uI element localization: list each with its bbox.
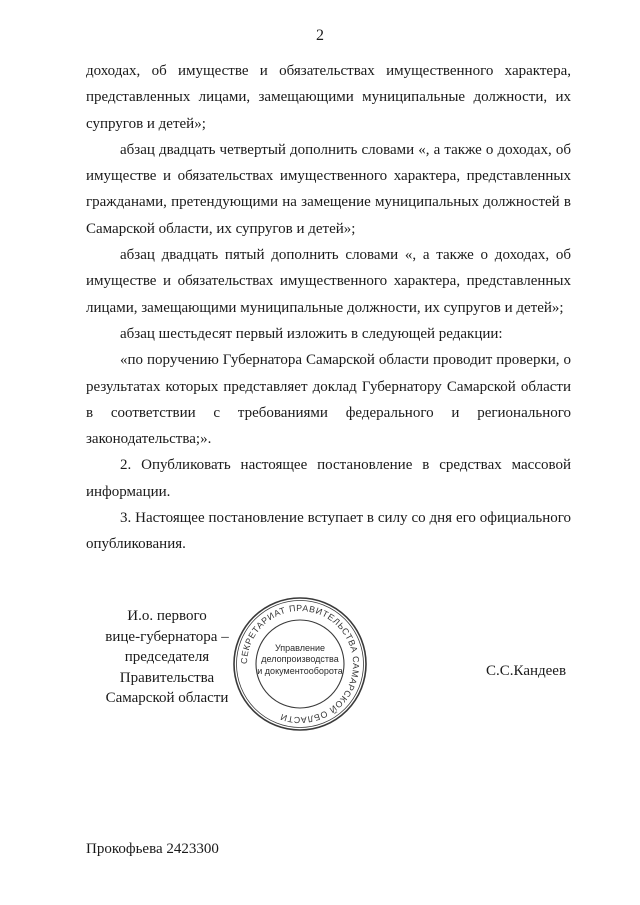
paragraph: 3. Настоящее постановление вступает в силу со дня его официального опубликования.	[86, 510, 571, 553]
paragraph: 2. Опубликовать настоящее постановление в средствах массовой информации.	[86, 457, 571, 500]
signatory-title-line: Самарской области	[105, 690, 229, 706]
signatory-title	[82, 606, 252, 709]
executor-contact: Прокофьева 2423300	[86, 841, 219, 857]
signatory-title-line: вице-губернатора –	[105, 628, 229, 645]
stamp-center-line: делопроизводства	[261, 654, 339, 665]
signatory-name: С.С.Кандеев	[486, 663, 567, 679]
stamp-center-text	[252, 643, 348, 677]
paragraph: абзац двадцать пятый дополнить словами «, а также о доходах, об имуществе и обязательствах имущественного характера, представленных лицами, замещающими муниципальные должности, их супругов и детей»;	[86, 247, 571, 316]
paragraph: абзац двадцать четвертый дополнить словами «, а также о доходах, об имуществе и обязательствах имущественного характера, представленных гражданами, претендующими на замещение муниципальных должностей в Самарской области, их супругов и детей»;	[86, 141, 571, 237]
paragraph: доходах, об имуществе и обязательствах имущественного характера, представленных лицами, замещающими муниципальные должности, их супругов и детей»;	[86, 63, 571, 132]
paragraph: «по поручению Губернатора Самарской области проводит проверки, о результатах которых представляет доклад Губернатору Самарской области в соответствии с требованиями федерального и регионального законодательства;».	[86, 352, 571, 448]
official-stamp	[232, 596, 368, 732]
document-body	[86, 58, 571, 558]
stamp-center-line: Управление	[274, 643, 326, 653]
signatory-title-line: председателя Правительства	[119, 649, 215, 686]
page-number: 2	[316, 27, 324, 44]
paragraph: абзац шестьдесят первый изложить в следующей редакции:	[120, 325, 503, 342]
stamp-ring-textpath: СЕКРЕТАРИАТ ПРАВИТЕЛЬСТВА САМАРСКОЙ ОБЛАСТИ	[238, 602, 362, 726]
signatory-title-line: И.о. первого	[127, 608, 207, 624]
stamp-center-line: и документооборота	[257, 665, 343, 676]
